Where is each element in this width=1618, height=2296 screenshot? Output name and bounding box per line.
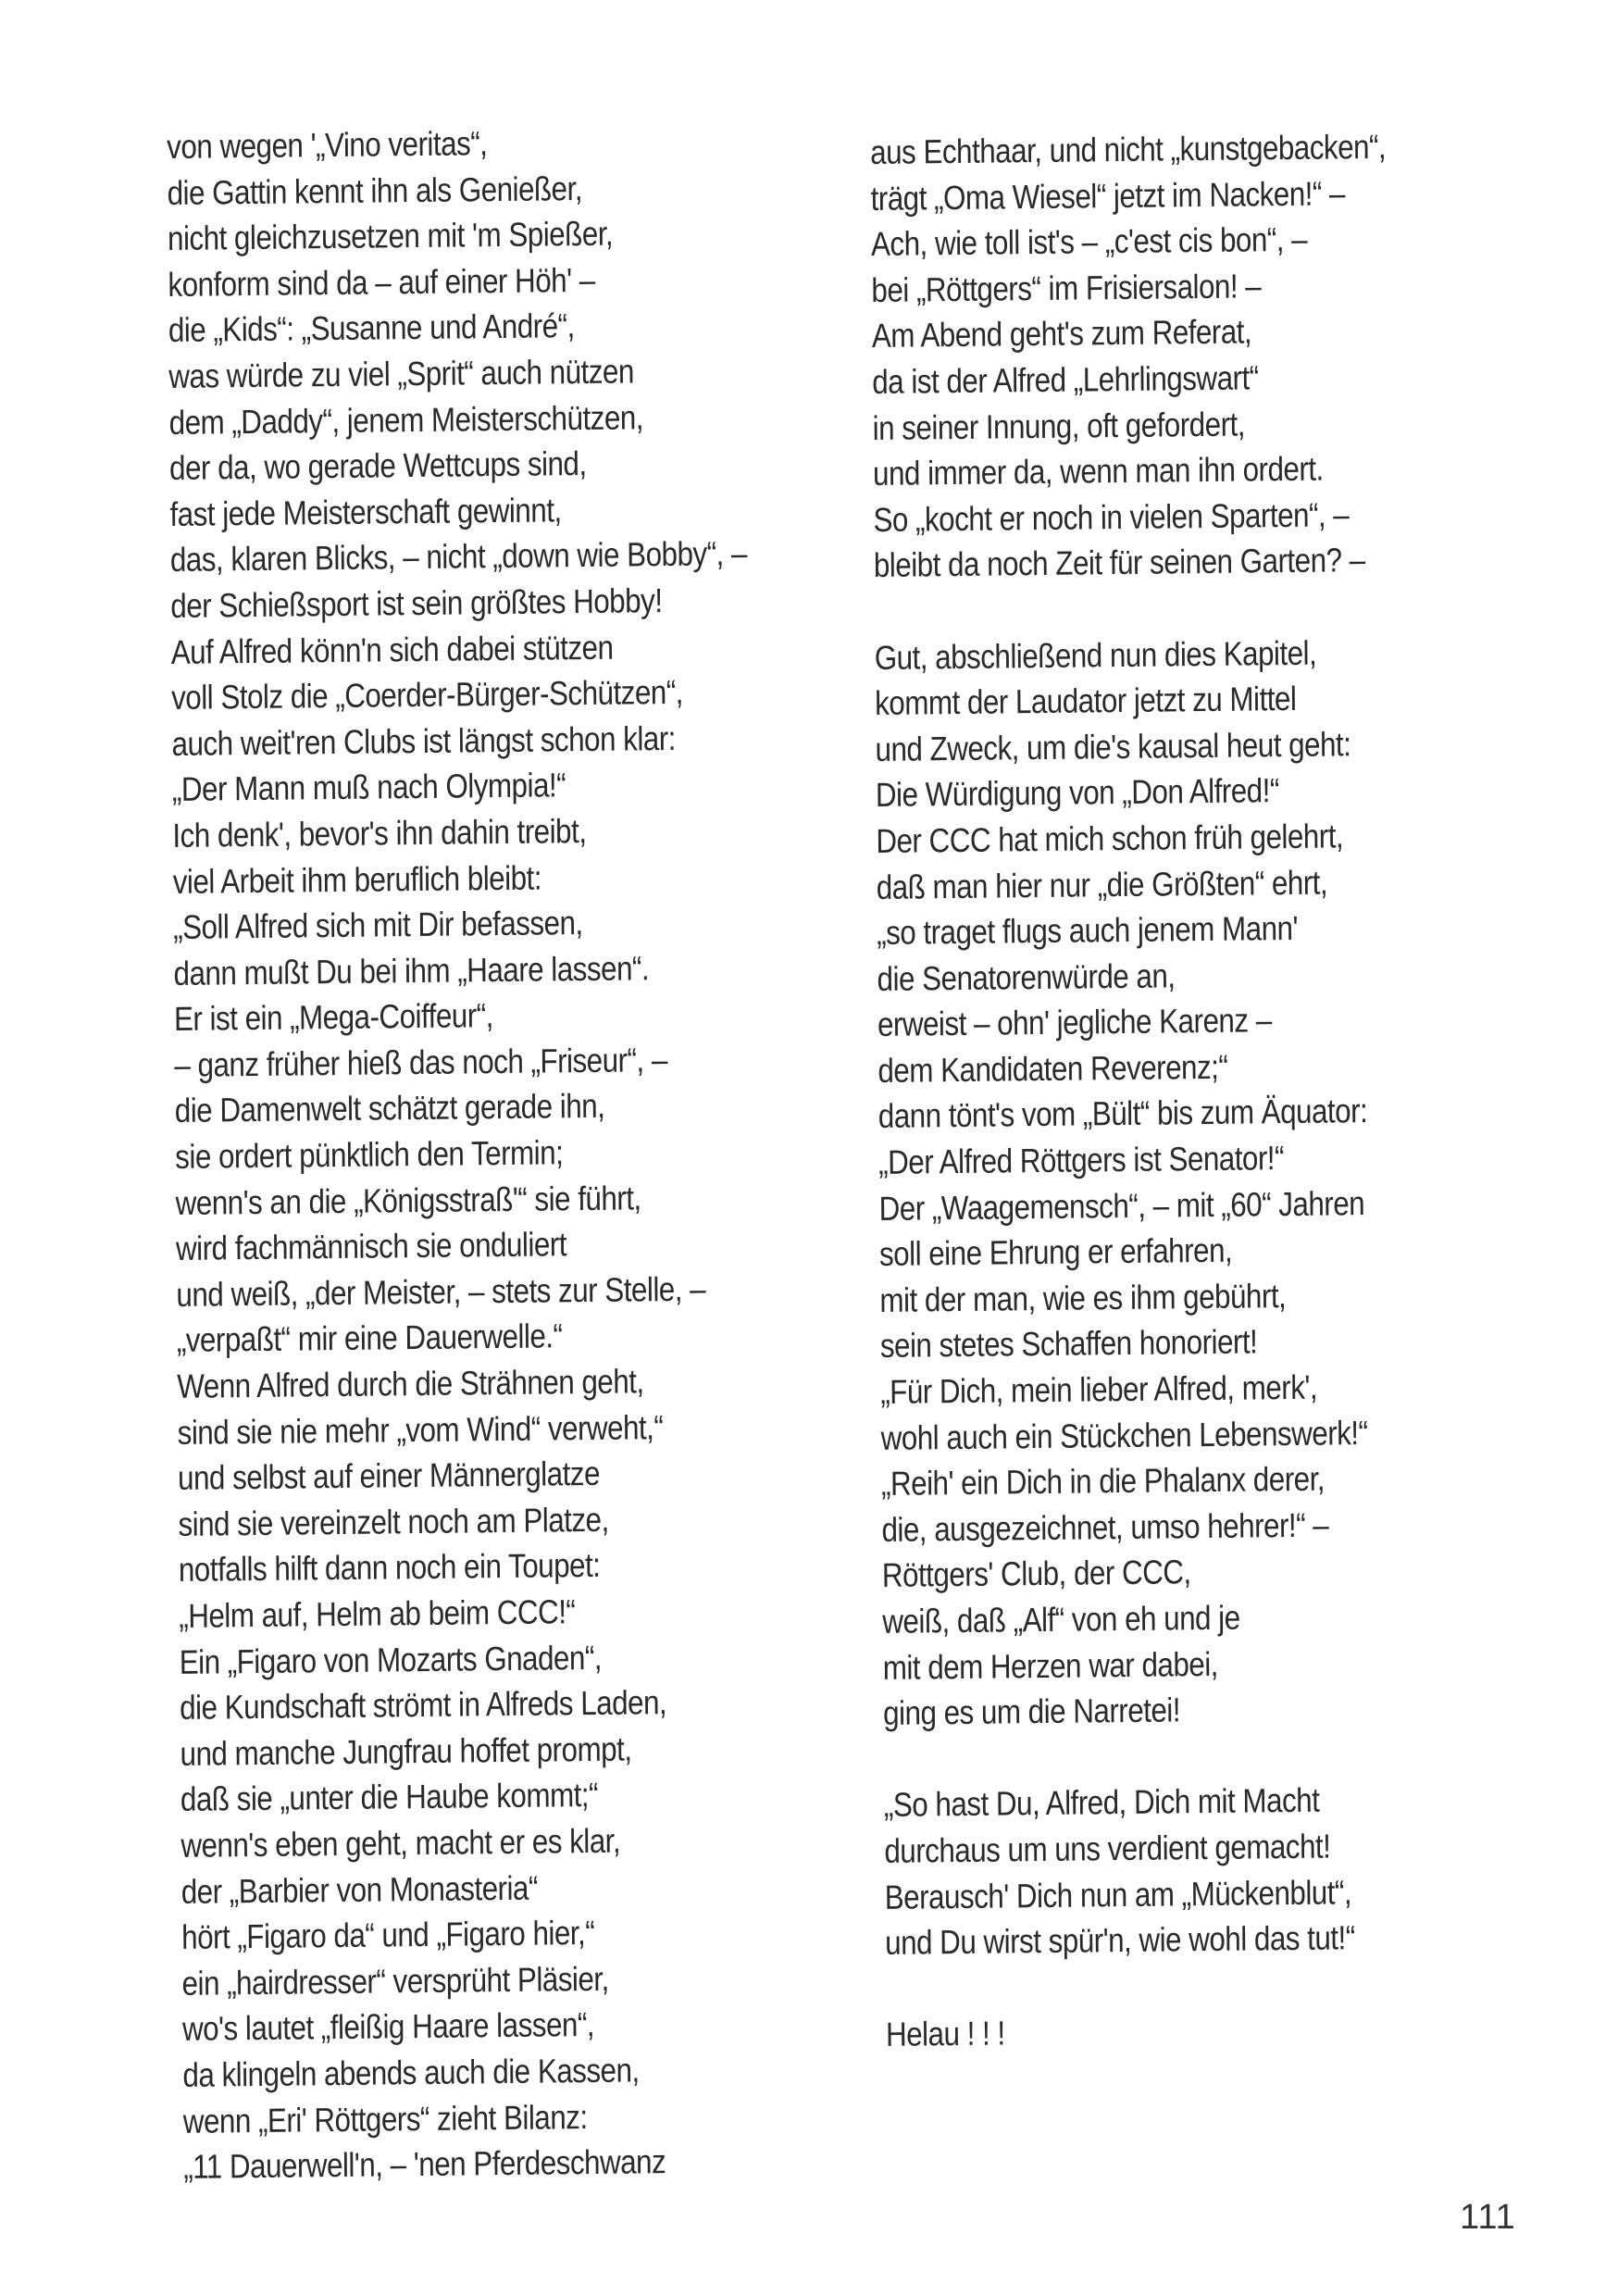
poem-line: dann mußt Du bei ihm „Haare lassen“. [173, 948, 650, 992]
poem-line: ging es um die Narretei! [882, 1691, 1181, 1733]
poem-line: hört „Figaro da“ und „Figaro hier,“ [181, 1914, 595, 1957]
poem-line: „so traget flugs auch jenem Mann' [876, 908, 1299, 953]
poem-line: Die Würdigung von „Don Alfred!“ [875, 771, 1279, 815]
poem-line: und manche Jungfrau hoffet prompt, [180, 1729, 632, 1773]
poem-line: Der „Waagemensch“, – mit „60“ Jahren [878, 1183, 1365, 1228]
poem-line: und immer da, wenn man ihn ordert. [872, 449, 1324, 493]
poem-line: „Der Mann muß nach Olympia!“ [171, 766, 566, 809]
poem-line: „Soll Alfred sich mit Dir befassen, [172, 904, 583, 947]
poem-line: die Senatorenwürde an, [877, 956, 1176, 998]
poem-line: daß sie „unter die Haube kommt;“ [180, 1776, 599, 1819]
poem-line: viel Arbeit ihm beruflich bleibt: [172, 858, 542, 901]
poem-line: dann tönt's vom „Bült“ bis zum Äquator: [877, 1092, 1368, 1136]
poem-line: voll Stolz die „Coerder-Bürger-Schützen“, [170, 672, 684, 718]
poem-line: dem „Daddy“, jenem Meisterschützen, [168, 397, 644, 442]
poem-line: „verpaßt“ mir eine Dauerwelle.“ [176, 1316, 563, 1360]
poem-line: sind sie vereinzelt noch am Platze, [178, 1500, 609, 1543]
poem-left-column [167, 118, 760, 2190]
poem-line: „Für Dich, mein lieber Alfred, merk', [880, 1367, 1318, 1411]
poem-line: ein „hairdresser“ versprüht Pläsier, [181, 1959, 609, 2003]
poem-line: nicht gleichzusetzen mit 'm Spießer, [167, 214, 614, 258]
poem-line: wohl auch ein Stückchen Lebenswerk!“ [880, 1413, 1368, 1457]
poem-line: Berausch' Dich nun am „Mückenblut“, [884, 1872, 1352, 1916]
poem-line: da klingeln abends auch die Kassen, [182, 2051, 640, 2094]
poem-line: wenn's an die „Königsstraß'“ sie führt, [175, 1178, 641, 1222]
poem-line: So „kocht er noch in vielen Sparten“, – [873, 494, 1350, 539]
poem-line: Ich denk', bevor's ihn dahin treibt, [172, 811, 587, 855]
poem-line: bei „Röttgers“ im Frisiersalon! – [871, 267, 1262, 309]
poem-line: „Helm auf, Helm ab beim CCC!“ [179, 1592, 576, 1635]
poem-line: Am Abend geht's zum Referat, [871, 312, 1252, 356]
poem-line: und weiß, „der Meister, – stets zur Stelle, – [176, 1269, 706, 1314]
poem-line: die, ausgezeichnet, umso hehrer!“ – [881, 1505, 1329, 1549]
poem-line: wird fachmännisch sie onduliert [175, 1225, 567, 1268]
poem-line: Auf Alfred könn'n sich dabei stützen [170, 628, 614, 671]
poem-line: – ganz früher hieß das noch „Friseur“, – [174, 1040, 667, 1084]
poem-line: Röttgers' Club, der CCC, [881, 1553, 1191, 1595]
poem-line: Ach, wie toll ist's – „c'est cis bon“, – [870, 219, 1308, 264]
poem-line: der Schießsport ist sein größtes Hobby! [170, 580, 663, 625]
poem-line: Gut, abschließend nun dies Kapitel, [874, 633, 1317, 677]
poem-line: bleibt da noch Zeit für seinen Garten? – [873, 541, 1365, 585]
poem-line: sein stetes Schaffen honoriert! [879, 1322, 1258, 1366]
poem-line: und Du wirst spür'n, wie wohl das tut!“ [885, 1918, 1355, 1963]
poem-line: Der CCC hat mich schon früh gelehrt, [876, 817, 1344, 860]
poem-line: weiß, daß „Alf“ von eh und je [882, 1598, 1240, 1641]
poem-line: Er ist ein „Mega-Coiffeur“, [173, 996, 493, 1039]
poem-line: daß man hier nur „die Größten“ ehrt, [876, 863, 1328, 906]
poem-line: die Kundschaft strömt in Alfreds Laden, [179, 1683, 667, 1728]
poem-line: trägt „Oma Wiesel“ jetzt im Nacken!“ – [870, 173, 1346, 218]
poem-line: fast jede Meisterschaft gewinnt, [169, 491, 562, 533]
poem-line: die Damenwelt schätzt gerade ihn, [174, 1087, 605, 1130]
closing-cheer: Helau ! ! ! [885, 2014, 1005, 2054]
poem-line: aus Echthaar, und nicht „kunstgebacken“, [870, 127, 1387, 171]
poem-line: wo's lautet „fleißig Haare lassen“, [181, 2005, 595, 2049]
poem-line: die „Kids“: „Susanne und André“, [168, 306, 575, 350]
stanza-break [874, 583, 1389, 635]
poem-line: und selbst auf einer Männerglatze [177, 1454, 601, 1498]
poem-line: „So hast Du, Alfred, Dich mit Macht [883, 1781, 1320, 1825]
stanza-break [883, 1730, 1399, 1782]
poem-line: Ein „Figaro von Mozarts Gnaden“, [179, 1638, 603, 1681]
poem-line: die Gattin kennt ihn als Genießer, [167, 168, 583, 212]
poem-line: erweist – ohn' jegliche Karenz – [877, 1001, 1272, 1044]
poem-line: von wegen '„Vino veritas“, [167, 124, 488, 166]
poem-line: „11 Dauerwell'n, – 'nen Pferdeschwanz [183, 2142, 666, 2187]
poem-line: und Zweck, um die's kausal heut geht: [875, 724, 1351, 768]
poem-line: soll eine Ehrung er erfahren, [878, 1230, 1233, 1274]
poem-line: dem Kandidaten Reverenz;“ [877, 1047, 1228, 1090]
poem-line: „Der Alfred Röttgers ist Senator!“ [878, 1139, 1285, 1182]
poem-line: was würde zu viel „Sprit“ auch nützen [168, 352, 634, 395]
poem-line: da ist der Alfred „Lehrlingswart“ [872, 358, 1259, 401]
poem-line: wenn „Eri' Röttgers“ zieht Bilanz: [182, 2097, 588, 2140]
poem-line: der da, wo gerade Wettcups sind, [168, 444, 587, 488]
poem-line: mit dem Herzen war dabei, [882, 1644, 1219, 1687]
poem-line: mit der man, wie es ihm gebührt, [879, 1276, 1287, 1319]
stanza-break [885, 1960, 1400, 2012]
poem-line: sind sie nie mehr „vom Wind“ verweht,“ [177, 1407, 664, 1452]
poem-line: kommt der Laudator jetzt zu Mittel [874, 680, 1297, 723]
page-number: 111 [1460, 2198, 1516, 2237]
poem-line: wenn's eben geht, macht er es klar, [180, 1821, 621, 1865]
poem-line: auch weit'ren Clubs ist längst schon klar: [171, 718, 677, 763]
poem-line: der „Barbier von Monasteria“ [180, 1868, 538, 1911]
poem-line: in seiner Innung, oft gefordert, [872, 405, 1246, 447]
poem-line: das, klaren Blicks, – nicht „down wie Bobby“, – [169, 534, 748, 580]
poem-line: konform sind da – auf einer Höh' – [168, 260, 595, 304]
poem-line: durchaus um uns verdient gemacht! [884, 1827, 1331, 1870]
poem-line: Wenn Alfred durch die Strähnen geht, [177, 1362, 644, 1405]
poem-line: „Reih' ein Dich in die Phalanx derer, [880, 1459, 1326, 1504]
poem-line: notfalls hilft dann noch ein Toupet: [178, 1546, 601, 1590]
poem-right-column [870, 124, 1401, 2058]
poem-line: sie ordert pünktlich den Termin; [175, 1133, 564, 1177]
